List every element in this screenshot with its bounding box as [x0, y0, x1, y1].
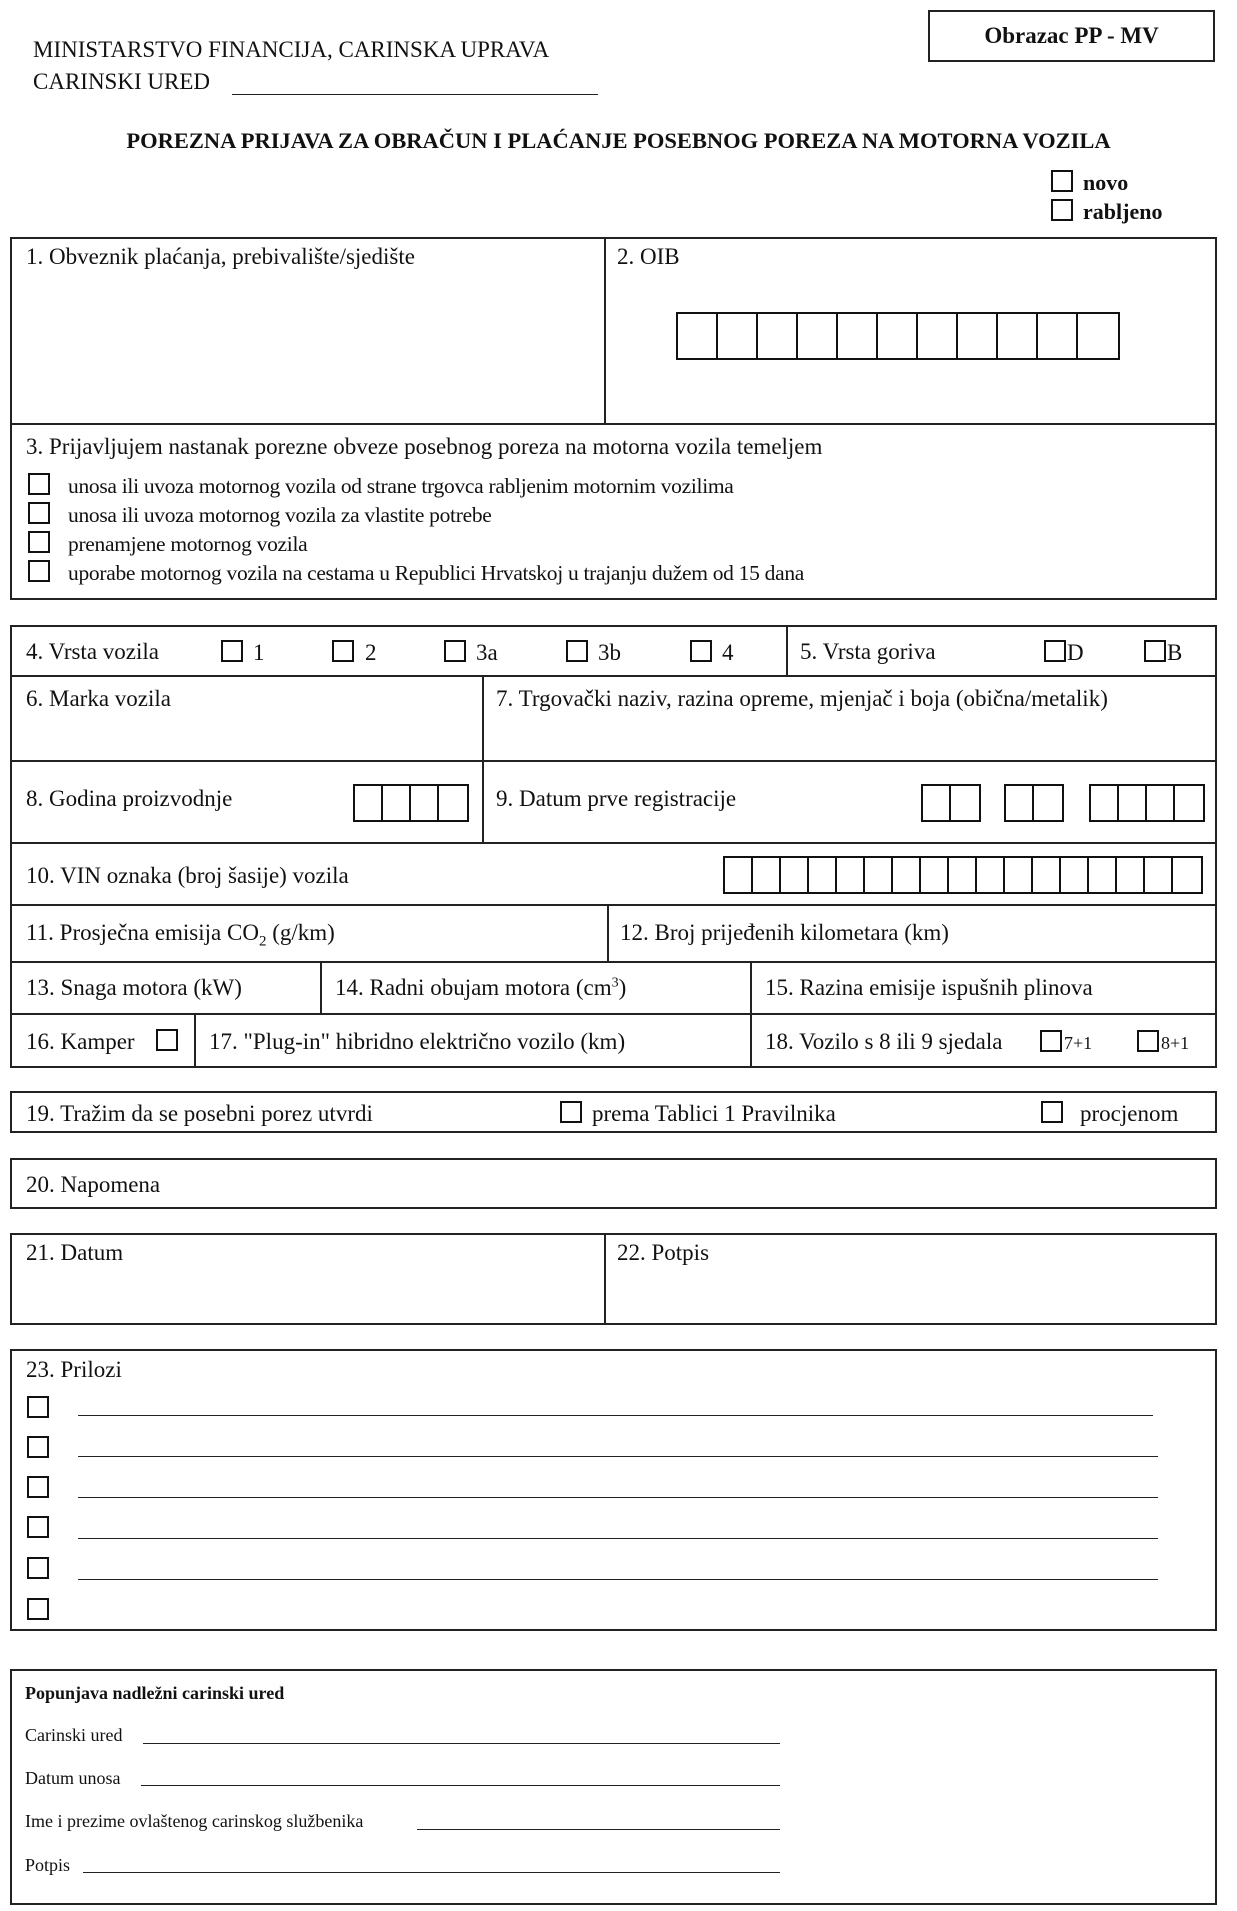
- emission-level-label: 15. Razina emisije ispušnih plinova: [765, 975, 1093, 1000]
- camper-label: 16. Kamper: [26, 1029, 135, 1054]
- make-label: 6. Marka vozila: [26, 686, 171, 711]
- vehicle-type-3b-checkbox[interactable]: [566, 640, 588, 662]
- attachment-5-checkbox[interactable]: [27, 1557, 49, 1579]
- fuel-b-label: B: [1167, 640, 1183, 665]
- vehicle-type-2-checkbox[interactable]: [332, 640, 354, 662]
- officer-name-line[interactable]: [417, 1829, 780, 1830]
- registration-month-cells[interactable]: [1004, 784, 1064, 822]
- attachments-block: [10, 1349, 1217, 1631]
- tax-determination-label: 19. Tražim da se posebni porez utvrdi: [26, 1101, 373, 1126]
- first-registration-label: 9. Datum prve registracije: [496, 786, 737, 811]
- assessment-label: procjenom: [1080, 1101, 1179, 1126]
- form-title: POREZNA PRIJAVA ZA OBRAČUN I PLAĆANJE POSEBNOG POREZA NA MOTORNA VOZILA: [126, 128, 1111, 153]
- seats-7-1-checkbox[interactable]: [1040, 1030, 1062, 1052]
- vehicle-type-1-checkbox[interactable]: [221, 640, 243, 662]
- vehicle-type-2-label: 2: [365, 640, 377, 665]
- production-year-label: 8. Godina proizvodnje: [26, 786, 233, 811]
- official-office-label: Carinski ured: [25, 1725, 123, 1745]
- assessment-checkbox[interactable]: [1041, 1101, 1063, 1123]
- plugin-hybrid-label: 17. "Plug-in" hibridno električno vozilo (km): [209, 1029, 626, 1054]
- attachment-1-checkbox[interactable]: [27, 1396, 49, 1418]
- basis-option-4-label: uporabe motornog vozila na cestama u Republici Hrvatskoj u trajanju dužem od 15 dana: [68, 561, 805, 585]
- attachment-2-checkbox[interactable]: [27, 1436, 49, 1458]
- signature-field[interactable]: [608, 1268, 1213, 1320]
- vehicle-type-3a-checkbox[interactable]: [444, 640, 466, 662]
- oib-cells[interactable]: [676, 312, 1120, 360]
- entry-date-line[interactable]: [141, 1785, 780, 1786]
- basis-option-1-checkbox[interactable]: [28, 473, 50, 495]
- seats-8-1-label: 8+1: [1161, 1033, 1190, 1053]
- attachment-3-checkbox[interactable]: [27, 1476, 49, 1498]
- co2-label: 11. Prosječna emisija $CO_2$ (g/km): [26, 920, 335, 950]
- seats-8-1-checkbox[interactable]: [1137, 1030, 1159, 1052]
- customs-office-label: CARINSKI URED: [33, 69, 210, 94]
- official-signature-label: Potpis: [25, 1855, 71, 1875]
- officer-name-label: Ime i prezime ovlaštenog carinskog službenika: [25, 1811, 364, 1831]
- vehicle-type-1-label: 1: [253, 640, 265, 665]
- basis-option-2-label: unosa ili uvoza motornog vozila za vlastite potrebe: [68, 503, 492, 527]
- table-1-checkbox[interactable]: [560, 1101, 582, 1123]
- date-label: 21. Datum: [26, 1240, 124, 1265]
- fuel-d-label: D: [1067, 640, 1084, 665]
- date-field[interactable]: [14, 1268, 600, 1320]
- attachments-label: 23. Prilozi: [26, 1357, 122, 1382]
- attachment-6-checkbox[interactable]: [27, 1598, 49, 1620]
- used-checkbox[interactable]: [1051, 199, 1073, 221]
- basis-label: 3. Prijavljujem nastanak porezne obveze posebnog poreza na motorna vozila temeljem: [26, 434, 823, 459]
- vehicle-type-3b-label: 3b: [598, 640, 621, 665]
- fuel-d-checkbox[interactable]: [1044, 640, 1066, 662]
- vin-label: 10. VIN oznaka (broj šasije) vozila: [26, 863, 349, 888]
- form-code-box: [928, 10, 1215, 62]
- attachment-5-line[interactable]: [78, 1579, 1158, 1580]
- ministry-name: MINISTARSTVO FINANCIJA, CARINSKA UPRAVA: [33, 37, 550, 62]
- form-code: Obrazac PP - MV: [984, 23, 1159, 48]
- used-label: rabljeno: [1083, 199, 1163, 224]
- official-signature-line[interactable]: [83, 1872, 780, 1873]
- official-use-block: [10, 1669, 1217, 1905]
- vehicle-type-3a-label: 3a: [476, 640, 498, 665]
- vin-cells[interactable]: [723, 856, 1203, 894]
- engine-power-label: 13. Snaga motora (kW): [26, 975, 242, 1000]
- basis-option-2-checkbox[interactable]: [28, 502, 50, 524]
- entry-date-label: Datum unosa: [25, 1768, 121, 1788]
- mileage-label: 12. Broj prijeđenih kilometara (km): [620, 920, 949, 945]
- seats-7-1-label: 7+1: [1064, 1033, 1093, 1053]
- trade-name-label: 7. Trgovački naziv, razina opreme, mjenjač i boja (obična/metalik): [496, 686, 1108, 711]
- customs-office-line[interactable]: [232, 94, 598, 95]
- attachment-2-line[interactable]: [78, 1456, 1158, 1457]
- registration-day-cells[interactable]: [921, 784, 981, 822]
- basis-option-3-label: prenamjene motornog vozila: [68, 532, 308, 556]
- taxpayer-field[interactable]: [14, 275, 600, 419]
- new-label: novo: [1083, 170, 1129, 195]
- basis-option-1-label: unosa ili uvoza motornog vozila od strane trgovca rabljenim motornim vozilima: [68, 474, 734, 498]
- attachment-3-line[interactable]: [78, 1497, 1158, 1498]
- camper-checkbox[interactable]: [156, 1029, 178, 1051]
- new-checkbox[interactable]: [1051, 170, 1073, 192]
- note-row[interactable]: [10, 1158, 1217, 1209]
- vehicle-type-4-label: 4: [722, 640, 734, 665]
- official-use-heading: Popunjava nadležni carinski ured: [25, 1683, 285, 1703]
- taxpayer-label: 1. Obveznik plaćanja, prebivalište/sjedište: [26, 244, 415, 269]
- basis-option-4-checkbox[interactable]: [28, 560, 50, 582]
- official-office-line[interactable]: [143, 1743, 780, 1744]
- signature-label: 22. Potpis: [617, 1240, 710, 1265]
- seats-label: 18. Vozilo s 8 ili 9 sjedala: [765, 1029, 1003, 1054]
- registration-year-cells[interactable]: [1089, 784, 1205, 822]
- vehicle-type-4-checkbox[interactable]: [690, 640, 712, 662]
- production-year-cells[interactable]: [353, 784, 469, 822]
- fuel-b-checkbox[interactable]: [1144, 640, 1166, 662]
- vehicle-type-label: 4. Vrsta vozila: [26, 639, 159, 664]
- oib-label: 2. OIB: [617, 244, 680, 269]
- attachment-4-line[interactable]: [78, 1538, 1158, 1539]
- fuel-type-label: 5. Vrsta goriva: [800, 639, 936, 664]
- basis-option-3-checkbox[interactable]: [28, 531, 50, 553]
- attachment-4-checkbox[interactable]: [27, 1516, 49, 1538]
- note-label: 20. Napomena: [26, 1172, 161, 1197]
- engine-displacement-label: 14. Radni obujam motora $(cm^3)$: [335, 975, 627, 1000]
- attachment-1-line[interactable]: [78, 1415, 1153, 1416]
- table-1-label: prema Tablici 1 Pravilnika: [592, 1101, 836, 1126]
